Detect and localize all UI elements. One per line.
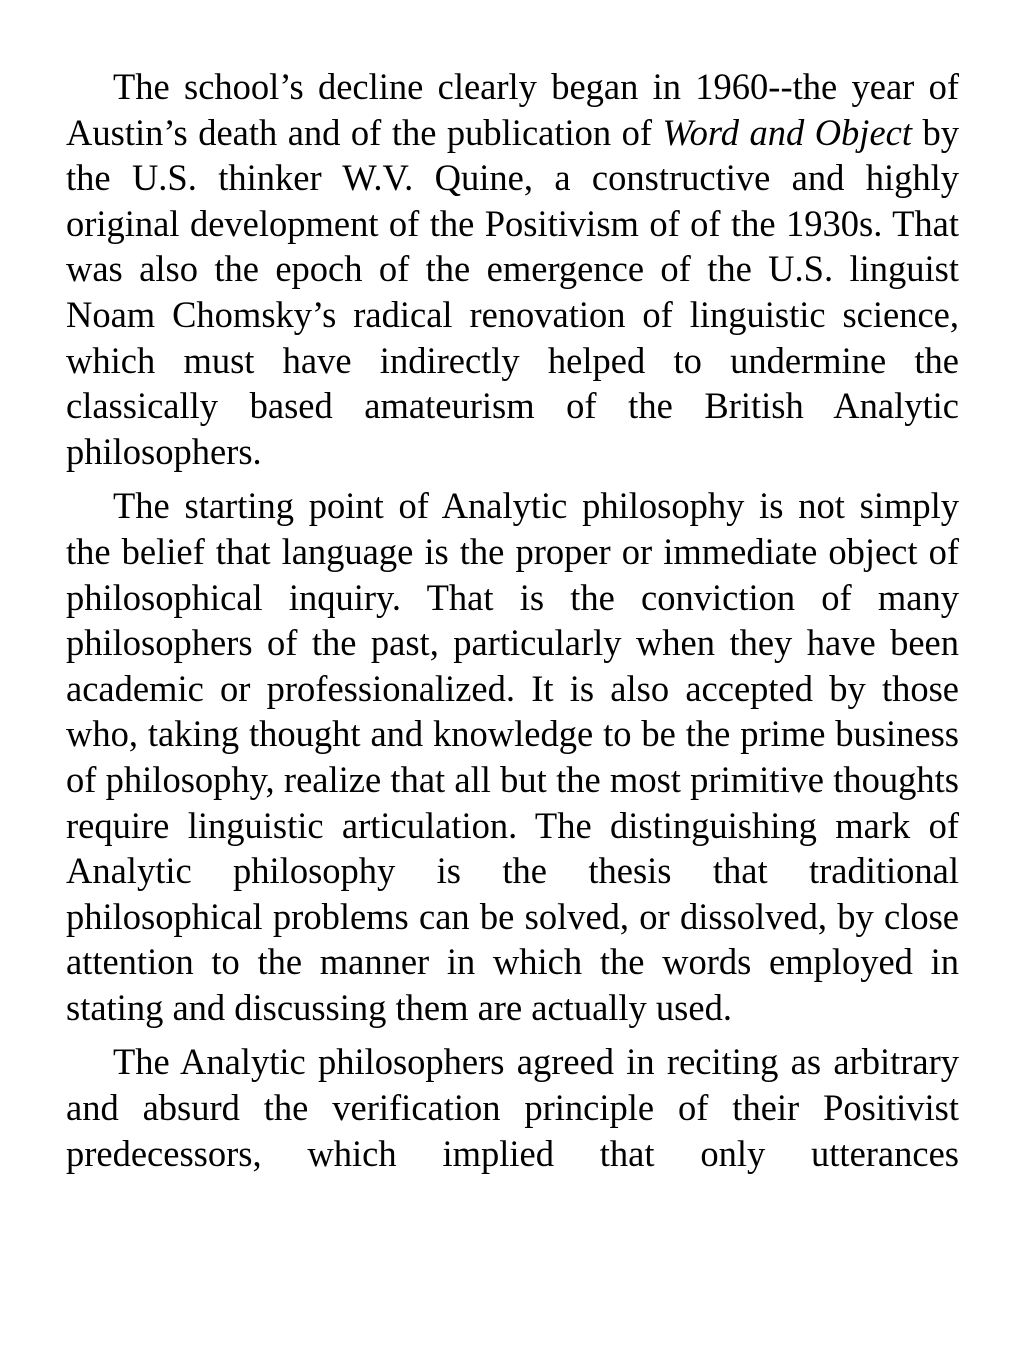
book-title-italic: Word and Object [662, 111, 912, 153]
paragraph-2: The starting point of Analytic philosophy is not simply the belief that language is the proper or immediate object of philosophical inquiry. That is the conviction of many philosophers of the past, particularly when they have been academic or professionalized. It is also accepted by those who, taking thought and knowledge to be the prime business of philosophy, realize that all but the most primitive thoughts require linguistic articulation. The distinguishing mark of Analytic philosophy is the thesis that traditional philosophical problems can be solved, or dissolved, by close attention to the manner in which the words employed in stating and discussing them are actually used. [66, 485, 959, 1028]
paragraph-3: The Analytic philosophers agreed in reciting as arbitrary and absurd the verification principle of their Positivist predecessors, which implied that only utterances [66, 1041, 959, 1174]
paragraph-1-text-start: The school’s decline clearly began in 1960--the year of Austin’s death and of the publication of [66, 66, 959, 153]
document-page [66, 64, 959, 1185]
paragraph-1-text-end: by the U.S. thinker W.V. Quine, a constructive and highly original development of the Positivism of of the 1930s. That was also the epoch of the emergence of the U.S. linguist Noam Chomsky’s radical renovation of linguistic science, which must have indirectly helped to undermine the classically based amateurism of the British Analytic philosophers. [66, 111, 959, 472]
paragraph-1 [66, 64, 959, 474]
